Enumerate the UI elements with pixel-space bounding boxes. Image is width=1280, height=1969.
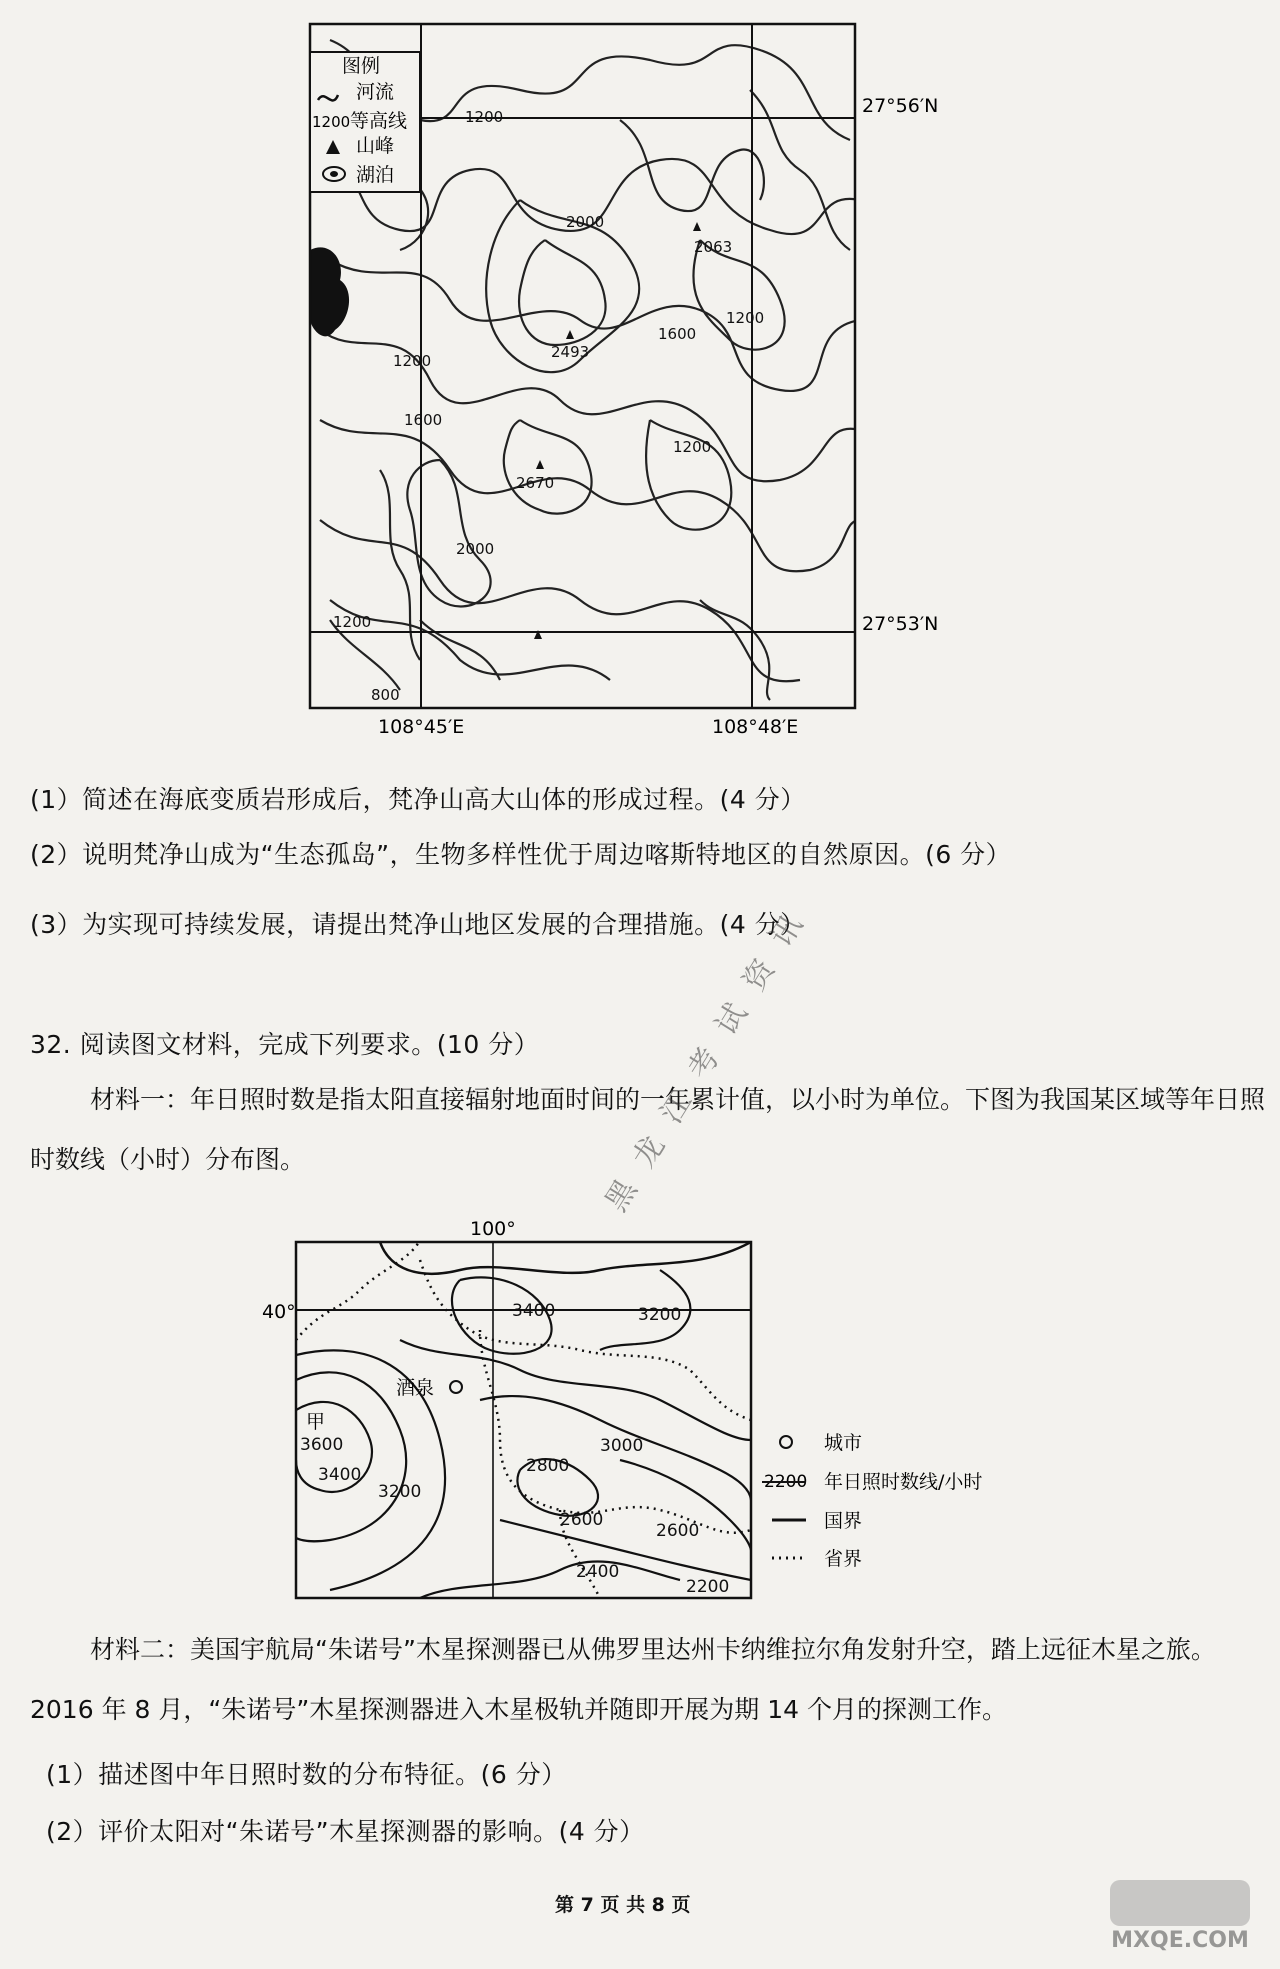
contour-label: 2063 [694, 238, 733, 256]
q32-material2: 材料二：美国宇航局“朱诺号”木星探测器已从佛罗里达州卡纳维拉尔角发射升空，踏上远征木星之旅。2016 年 8 月，“朱诺号”木星探测器进入木星极轨并随即开展为期 14 个月的探测工作。 [30, 1635, 1216, 1724]
peak-marker [693, 222, 701, 231]
national-border [380, 1242, 751, 1274]
isoline-label: 2600 [656, 1521, 700, 1541]
map1-legend-contour-sample: 1200 [312, 113, 351, 131]
isoline [420, 1561, 680, 1598]
map2-legend-isoline: 年日照时数线/小时 [824, 1471, 983, 1493]
lat-label-40: 40° [262, 1301, 296, 1323]
isoline-label: 3400 [512, 1301, 556, 1321]
contour-elevation-labels [333, 108, 764, 704]
watermark-text: 黑龙江考试资讯 [598, 890, 822, 1218]
lon-label-100: 100° [470, 1218, 516, 1240]
city-label: 酒泉 [396, 1377, 435, 1399]
q31-part3: (3）为实现可持续发展，请提出梵净山地区发展的合理措施。(4 分） [30, 910, 806, 939]
contour-label: 1600 [404, 411, 443, 429]
isoline-label: 2600 [560, 1510, 604, 1530]
isoline-label: 3200 [638, 1305, 682, 1325]
map1-legend-peak: 山峰 [356, 135, 395, 157]
map2-legend-national: 国界 [824, 1510, 863, 1532]
contour-label: 2000 [566, 213, 605, 231]
lake-shape [310, 247, 349, 336]
lat-label-top: 27°56′N [862, 95, 939, 117]
page-number: 第 7 页 共 8 页 [555, 1894, 691, 1916]
contour-label: 1200 [726, 309, 765, 327]
lat-label-bottom: 27°53′N [862, 613, 939, 635]
isoline-label: 3200 [378, 1482, 422, 1502]
map2-legend-isoline-sample: 2200 [764, 1472, 808, 1492]
isoline-label: 3000 [600, 1436, 644, 1456]
sunshine-hours-map [0, 1200, 1280, 1620]
lon-label-right: 108°48′E [712, 716, 799, 738]
contour-label: 1600 [658, 325, 697, 343]
provincial-border [296, 1240, 751, 1420]
logo-mark [1110, 1880, 1250, 1926]
logo-text: MXQE.COM [1111, 1928, 1249, 1953]
contour-label: 800 [371, 686, 400, 704]
map2-frame [296, 1242, 751, 1598]
map1-legend-title: 图例 [342, 55, 381, 77]
map2-legend-provincial: 省界 [824, 1548, 863, 1570]
map2-legend-city: 城市 [824, 1432, 863, 1454]
contour-label: 1200 [333, 613, 372, 631]
q32-heading: 32. 阅读图文材料，完成下列要求。(10 分） [30, 1030, 540, 1059]
q32-part2: (2）评价太阳对“朱诺号”木星探测器的影响。(4 分） [46, 1817, 645, 1846]
q32-part1: (1）描述图中年日照时数的分布特征。(6 分） [46, 1760, 567, 1789]
map2-lines [296, 1240, 751, 1598]
isoline-label: 2400 [576, 1562, 620, 1582]
contour-label: 2493 [551, 343, 590, 361]
q32-material1: 材料一：年日照时数是指太阳直接辐射地面时间的一年累计值，以小时为单位。下图为我国某区域等年日照时数线（小时）分布图。 [30, 1085, 1266, 1174]
isoline-label: 2800 [526, 1456, 570, 1476]
site-logo [1090, 1880, 1270, 1960]
isoline-label: 3400 [318, 1465, 362, 1485]
contour-label: 1200 [673, 438, 712, 456]
isoline-label: 2200 [686, 1577, 730, 1597]
place-label-jia: 甲 [306, 1411, 326, 1433]
isoline-label: 3600 [300, 1435, 344, 1455]
map1-legend-river: 河流 [356, 81, 395, 103]
map1-legend-contour: 等高线 [350, 110, 408, 132]
isoline [500, 1520, 751, 1580]
peak-marker [566, 330, 574, 339]
contour-label: 2000 [456, 540, 495, 558]
city-icon [780, 1436, 792, 1448]
lon-label-left: 108°45′E [378, 716, 465, 738]
contour-label: 1200 [465, 108, 504, 126]
isoline-labels [300, 1301, 729, 1597]
city-marker [450, 1381, 462, 1393]
peak-marker [536, 460, 544, 469]
q31-part2: (2）说明梵净山成为“生态孤岛”，生物多样性优于周边喀斯特地区的自然原因。(6 分） [30, 840, 1012, 869]
isoline [296, 1372, 406, 1541]
contour-label: 1200 [393, 352, 432, 370]
q31-part1: (1）简述在海底变质岩形成后，梵净山高大山体的形成过程。(4 分） [30, 785, 806, 814]
contour-label: 2670 [516, 474, 555, 492]
topographic-map [0, 0, 1280, 740]
map1-legend-lake: 湖泊 [356, 164, 395, 186]
